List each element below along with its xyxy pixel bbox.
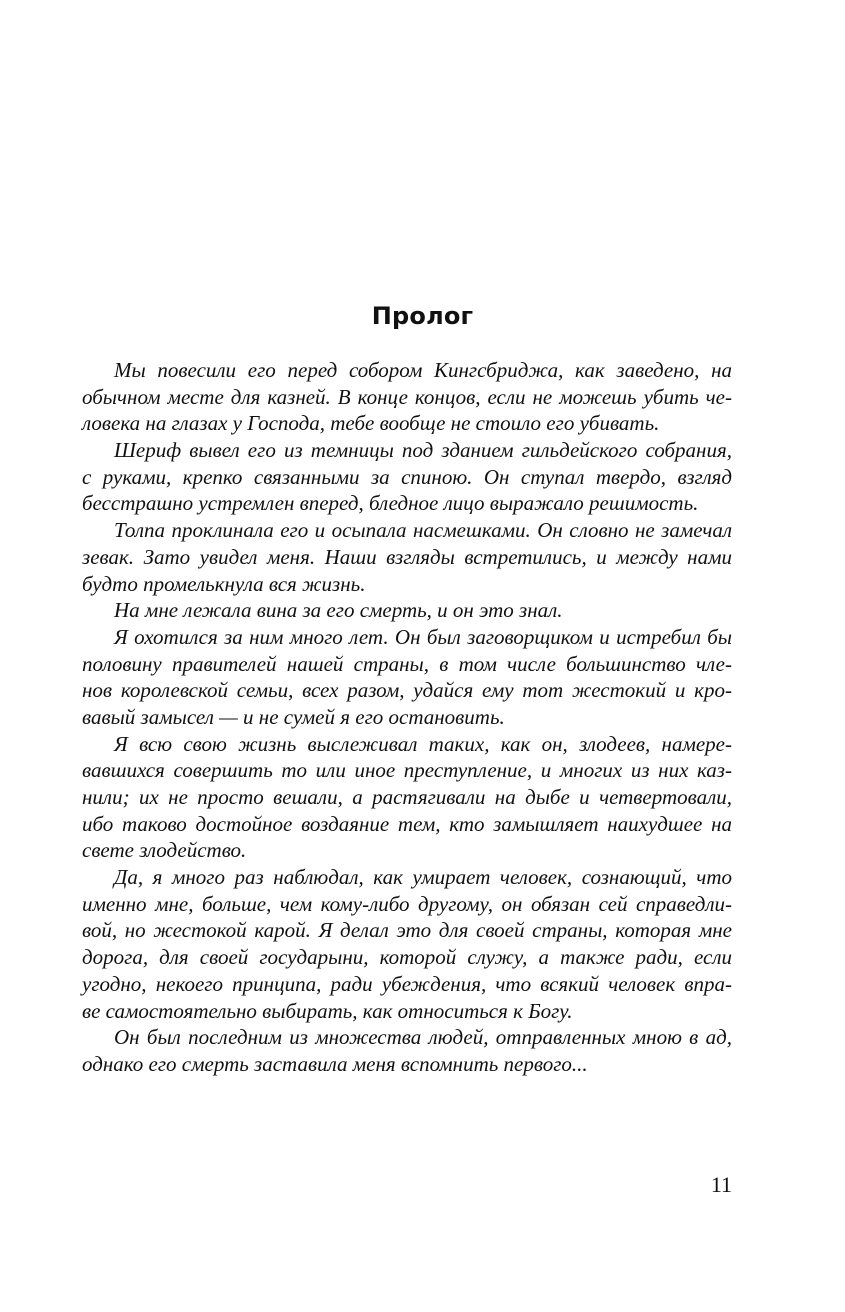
text-line: зевак. Зато увидел меня. Наши взгляды встретились, и между нами — [82, 544, 732, 569]
page-number: 11 — [710, 1172, 732, 1197]
text-line: свете злодейство. — [82, 838, 247, 863]
text-line: ве самостоятельно выбирать, как относиться к Богу. — [82, 998, 573, 1023]
paragraph — [82, 731, 732, 864]
text-line: Толпа проклинала его и осыпала насмешками. Он словно не замечал — [114, 518, 732, 543]
text-line: вавый замысел — и не сумей я его остановить. — [82, 704, 505, 729]
text-line: половину правителей нашей страны, в том числе большинство чле- — [82, 651, 732, 676]
text-line: вавшихся совершить то или иное преступление, и многих из них каз- — [82, 758, 732, 783]
text-line: угодно, некоего принципа, ради убеждения, что всякий человек впра- — [82, 971, 732, 996]
text-line: обычном месте для казней. В конце концов, если не можешь убить че- — [82, 384, 732, 409]
text-line: именно мне, больше, чем кому-либо другому, он обязан сей справедли- — [82, 891, 732, 916]
text-line: с руками, крепко связанными за спиною. Он ступал твердо, взгляд — [82, 464, 732, 489]
text-line: бесстрашно устремлен вперед, бледное лицо выражало решимость. — [82, 491, 699, 516]
text-line: нов королевской семьи, всех разом, удайся ему тот жестокий и кро- — [82, 678, 732, 703]
paragraph — [82, 624, 732, 731]
text-line: Да, я много раз наблюдал, как умирает человек, сознающий, что — [114, 865, 732, 890]
text-line: однако его смерть заставила меня вспомнить первого... — [82, 1051, 588, 1076]
text-line: будто промелькнула вся жизнь. — [82, 571, 366, 596]
text-line: Мы повесили его перед собором Кингсбриджа, как заведено, на — [114, 358, 732, 382]
text-line: Я всю свою жизнь выслеживал таких, как он, злодеев, намере- — [114, 731, 732, 756]
paragraph — [82, 437, 732, 517]
text-line: Он был последним из множества людей, отправленных мною в ад, — [114, 1025, 732, 1050]
paragraph — [82, 864, 732, 1024]
text-line: Шериф вывел его из темницы под зданием гильдейского собрания, — [114, 438, 732, 463]
text-line: вой, но жестокой карой. Я делал это для своей страны, которая мне — [82, 918, 732, 943]
text-line: нили; их не просто вешали, а растягивали на дыбе и четвертовали, — [82, 785, 732, 809]
text-line: ибо таково достойное воздаяние тем, кто замышляет наихудшее на — [82, 811, 732, 836]
text-line: ловека на глазах у Господа, тебе вообще не стоило его убивать. — [82, 411, 660, 436]
text-line: дорога, для своей государыни, которой служу, а также ради, если — [82, 945, 732, 970]
prologue-text — [82, 357, 732, 1078]
text-line: На мне лежала вина за его смерть, и он это знал. — [114, 598, 563, 623]
paragraph — [82, 517, 732, 597]
text-line: Я охотился за ним много лет. Он был заговорщиком и истребил бы — [114, 624, 732, 649]
paragraph — [82, 357, 732, 437]
chapter-title: Пролог — [371, 302, 474, 330]
paragraph — [82, 1024, 732, 1077]
paragraph — [82, 597, 732, 624]
